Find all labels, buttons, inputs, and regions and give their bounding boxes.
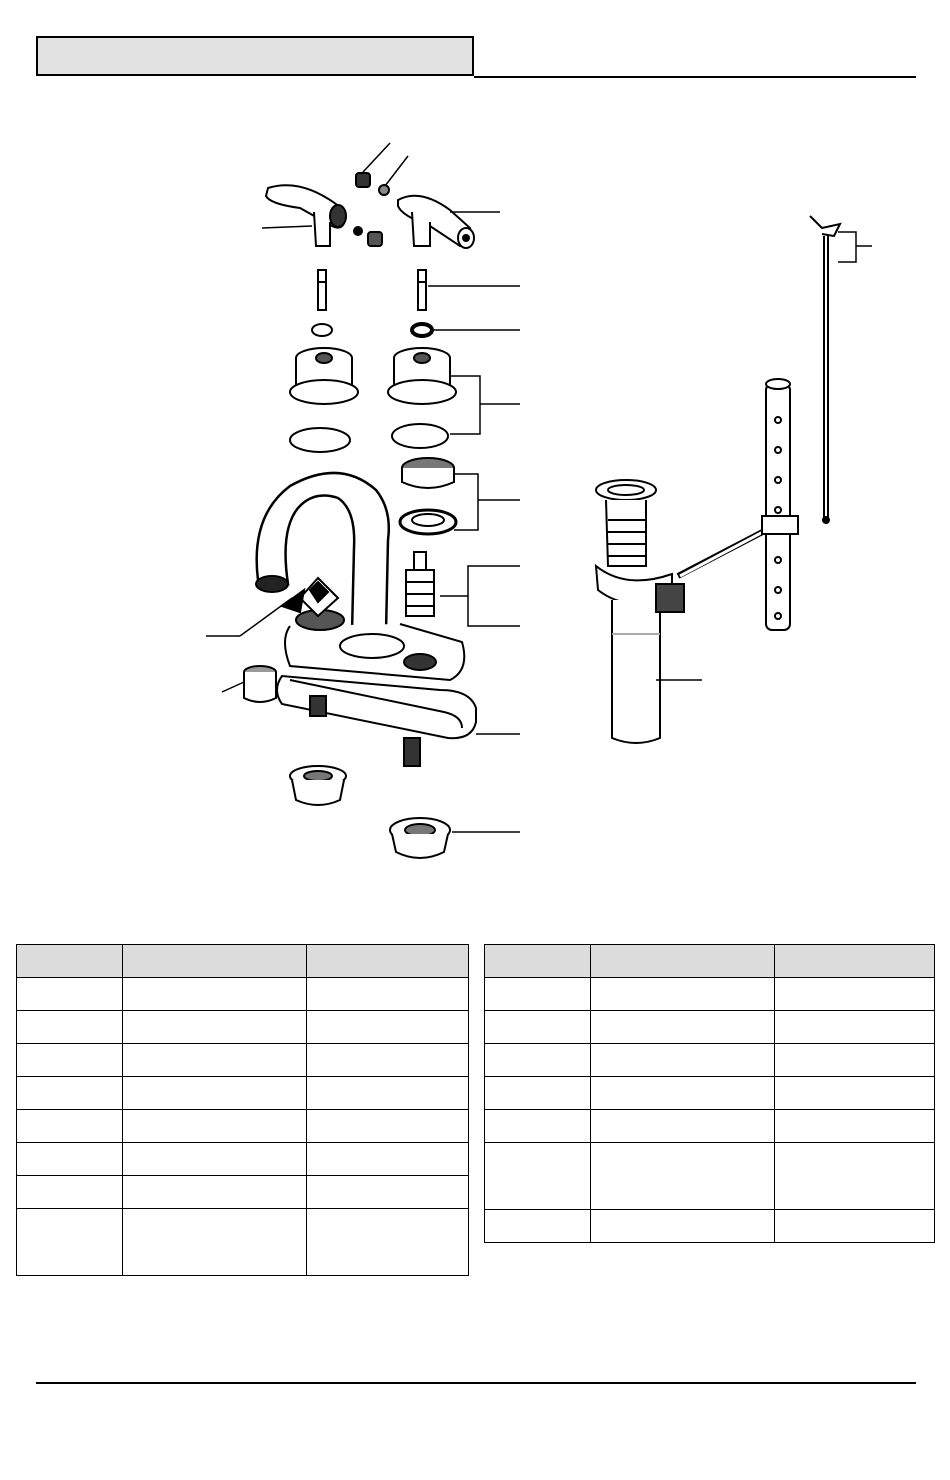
table-header-row: [485, 945, 935, 978]
retaining-clip-icon: [312, 324, 432, 336]
cap-icon: [354, 173, 389, 246]
table-row: [485, 1210, 935, 1243]
bonnet-nut-icon: [290, 348, 456, 404]
parts-table-right: [484, 944, 935, 1243]
table-row: [17, 1011, 469, 1044]
table-row: [17, 1110, 469, 1143]
deck-gasket-icon: [277, 676, 476, 766]
lift-rod-icon: [810, 216, 840, 523]
table-row: [17, 1209, 469, 1276]
table-row: [17, 1044, 469, 1077]
table-header-row: [17, 945, 469, 978]
table-row: [17, 1176, 469, 1209]
o-ring-icon: [290, 424, 448, 452]
pivot-rod-icon: [678, 379, 798, 630]
table-row: [17, 1143, 469, 1176]
table-row: [17, 978, 469, 1011]
table-row: [485, 1077, 935, 1110]
header-title-bar: [36, 36, 474, 76]
mounting-nut-icon: [290, 766, 450, 858]
stem-icon: [318, 270, 426, 310]
header-rule: [474, 76, 916, 78]
table-row: [485, 978, 935, 1011]
drain-body-icon: [596, 480, 684, 743]
table-row: [17, 1077, 469, 1110]
footer-rule: [36, 1382, 916, 1384]
handle-left-icon: [266, 185, 346, 246]
table-row: [485, 1110, 935, 1143]
packing-nut-icon: [400, 458, 456, 534]
handle-right-icon: [398, 196, 474, 248]
table-row: [485, 1044, 935, 1077]
table-row: [485, 1011, 935, 1044]
exploded-parts-diagram: [0, 100, 950, 900]
parts-table-left: [16, 944, 469, 1276]
table-row: [485, 1143, 935, 1210]
aerator-icon: [244, 666, 276, 702]
cartridge-icon: [406, 552, 434, 616]
